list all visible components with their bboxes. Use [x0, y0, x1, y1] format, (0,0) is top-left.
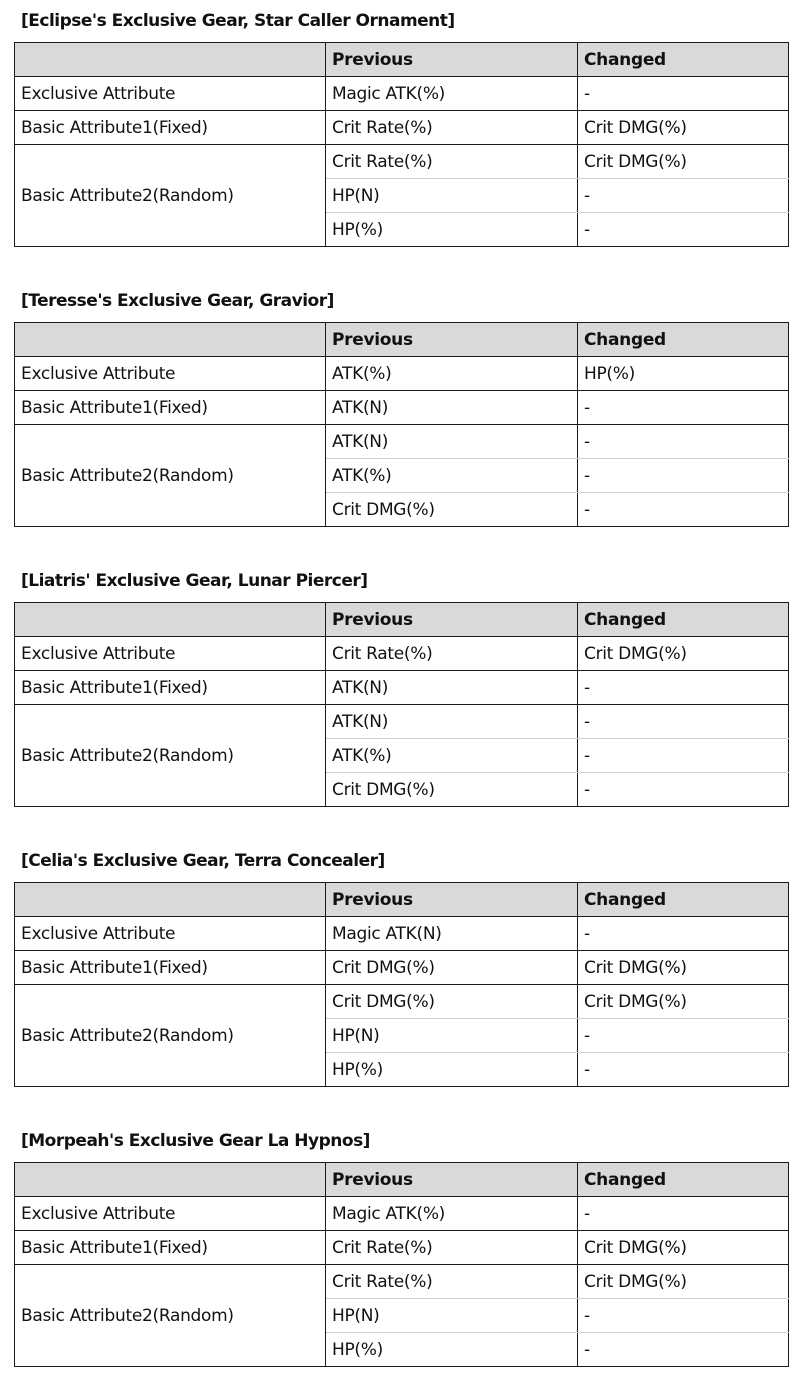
- table-row-fixed: [15, 391, 789, 425]
- header-changed: Changed: [578, 1163, 789, 1197]
- previous-value: HP(N): [326, 179, 578, 213]
- row-label: Basic Attribute1(Fixed): [15, 951, 326, 985]
- previous-value: Crit DMG(%): [326, 773, 578, 807]
- row-label: Exclusive Attribute: [15, 357, 326, 391]
- changed-value: Crit DMG(%): [578, 951, 789, 985]
- changed-value: -: [578, 459, 789, 493]
- row-label: Basic Attribute1(Fixed): [15, 671, 326, 705]
- changed-value: Crit DMG(%): [578, 637, 789, 671]
- row-label: Basic Attribute1(Fixed): [15, 111, 326, 145]
- header-previous: Previous: [326, 1163, 578, 1197]
- changed-value: Crit DMG(%): [578, 1231, 789, 1265]
- gear-attribute-table: [14, 882, 789, 1087]
- previous-value: Magic ATK(%): [326, 77, 578, 111]
- section-title: [Eclipse's Exclusive Gear, Star Caller Ornament]: [21, 11, 455, 31]
- changed-value: -: [578, 179, 789, 213]
- changed-value: Crit DMG(%): [578, 111, 789, 145]
- section-title: [Teresse's Exclusive Gear, Gravior]: [21, 291, 334, 311]
- header-blank-cell: [15, 43, 326, 77]
- changed-value: -: [578, 773, 789, 807]
- row-label: Exclusive Attribute: [15, 637, 326, 671]
- header-changed: Changed: [578, 323, 789, 357]
- row-label: Basic Attribute2(Random): [15, 1265, 326, 1367]
- changed-value: Crit DMG(%): [578, 1265, 789, 1299]
- header-previous: Previous: [326, 43, 578, 77]
- table-row-exclusive: [15, 77, 789, 111]
- previous-value: ATK(N): [326, 425, 578, 459]
- row-label: Exclusive Attribute: [15, 917, 326, 951]
- row-label: Exclusive Attribute: [15, 77, 326, 111]
- table-header-row: [15, 43, 789, 77]
- row-label: Basic Attribute2(Random): [15, 425, 326, 527]
- changed-value: -: [578, 213, 789, 247]
- gear-attribute-table: [14, 602, 789, 807]
- previous-value: HP(N): [326, 1299, 578, 1333]
- header-previous: Previous: [326, 603, 578, 637]
- previous-value: ATK(N): [326, 705, 578, 739]
- table-header-row: [15, 883, 789, 917]
- previous-value: Crit Rate(%): [326, 145, 578, 179]
- gear-attribute-table: [14, 1162, 789, 1367]
- changed-value: -: [578, 425, 789, 459]
- changed-value: -: [578, 705, 789, 739]
- previous-value: HP(%): [326, 1053, 578, 1087]
- previous-value: ATK(%): [326, 739, 578, 773]
- previous-value: Crit Rate(%): [326, 637, 578, 671]
- row-label: Basic Attribute2(Random): [15, 145, 326, 247]
- previous-value: Crit DMG(%): [326, 951, 578, 985]
- changed-value: -: [578, 493, 789, 527]
- row-label: Basic Attribute2(Random): [15, 705, 326, 807]
- row-label: Exclusive Attribute: [15, 1197, 326, 1231]
- table-header-row: [15, 323, 789, 357]
- table-header-row: [15, 1163, 789, 1197]
- changed-value: -: [578, 671, 789, 705]
- previous-value: ATK(N): [326, 671, 578, 705]
- table-row-fixed: [15, 1231, 789, 1265]
- row-label: Basic Attribute2(Random): [15, 985, 326, 1087]
- previous-value: Magic ATK(%): [326, 1197, 578, 1231]
- header-blank-cell: [15, 603, 326, 637]
- previous-value: HP(%): [326, 1333, 578, 1367]
- header-blank-cell: [15, 883, 326, 917]
- table-row-random: [15, 705, 789, 739]
- changed-value: -: [578, 917, 789, 951]
- gear-attribute-table: [14, 322, 789, 527]
- changed-value: -: [578, 1299, 789, 1333]
- changed-value: HP(%): [578, 357, 789, 391]
- row-label: Basic Attribute1(Fixed): [15, 391, 326, 425]
- section-title: [Liatris' Exclusive Gear, Lunar Piercer]: [21, 571, 368, 591]
- table-row-fixed: [15, 671, 789, 705]
- table-row-fixed: [15, 951, 789, 985]
- changed-value: -: [578, 77, 789, 111]
- gear-attribute-table: [14, 42, 789, 247]
- changed-value: Crit DMG(%): [578, 985, 789, 1019]
- changed-value: -: [578, 391, 789, 425]
- header-blank-cell: [15, 1163, 326, 1197]
- changed-value: -: [578, 1197, 789, 1231]
- changed-value: -: [578, 739, 789, 773]
- header-changed: Changed: [578, 883, 789, 917]
- row-label: Basic Attribute1(Fixed): [15, 1231, 326, 1265]
- previous-value: Crit DMG(%): [326, 985, 578, 1019]
- previous-value: ATK(N): [326, 391, 578, 425]
- table-row-fixed: [15, 111, 789, 145]
- table-row-exclusive: [15, 637, 789, 671]
- previous-value: Crit Rate(%): [326, 111, 578, 145]
- header-changed: Changed: [578, 43, 789, 77]
- table-header-row: [15, 603, 789, 637]
- table-row-random: [15, 145, 789, 179]
- header-previous: Previous: [326, 323, 578, 357]
- previous-value: Crit Rate(%): [326, 1265, 578, 1299]
- table-row-exclusive: [15, 917, 789, 951]
- section-title: [Morpeah's Exclusive Gear La Hypnos]: [21, 1131, 370, 1151]
- previous-value: Crit DMG(%): [326, 493, 578, 527]
- header-blank-cell: [15, 323, 326, 357]
- previous-value: ATK(%): [326, 357, 578, 391]
- table-row-random: [15, 985, 789, 1019]
- changed-value: -: [578, 1053, 789, 1087]
- previous-value: HP(N): [326, 1019, 578, 1053]
- table-row-exclusive: [15, 357, 789, 391]
- section-title: [Celia's Exclusive Gear, Terra Concealer]: [21, 851, 385, 871]
- previous-value: HP(%): [326, 213, 578, 247]
- previous-value: Magic ATK(N): [326, 917, 578, 951]
- previous-value: ATK(%): [326, 459, 578, 493]
- header-previous: Previous: [326, 883, 578, 917]
- table-row-random: [15, 1265, 789, 1299]
- previous-value: Crit Rate(%): [326, 1231, 578, 1265]
- changed-value: -: [578, 1019, 789, 1053]
- header-changed: Changed: [578, 603, 789, 637]
- changed-value: Crit DMG(%): [578, 145, 789, 179]
- changed-value: -: [578, 1333, 789, 1367]
- table-row-random: [15, 425, 789, 459]
- table-row-exclusive: [15, 1197, 789, 1231]
